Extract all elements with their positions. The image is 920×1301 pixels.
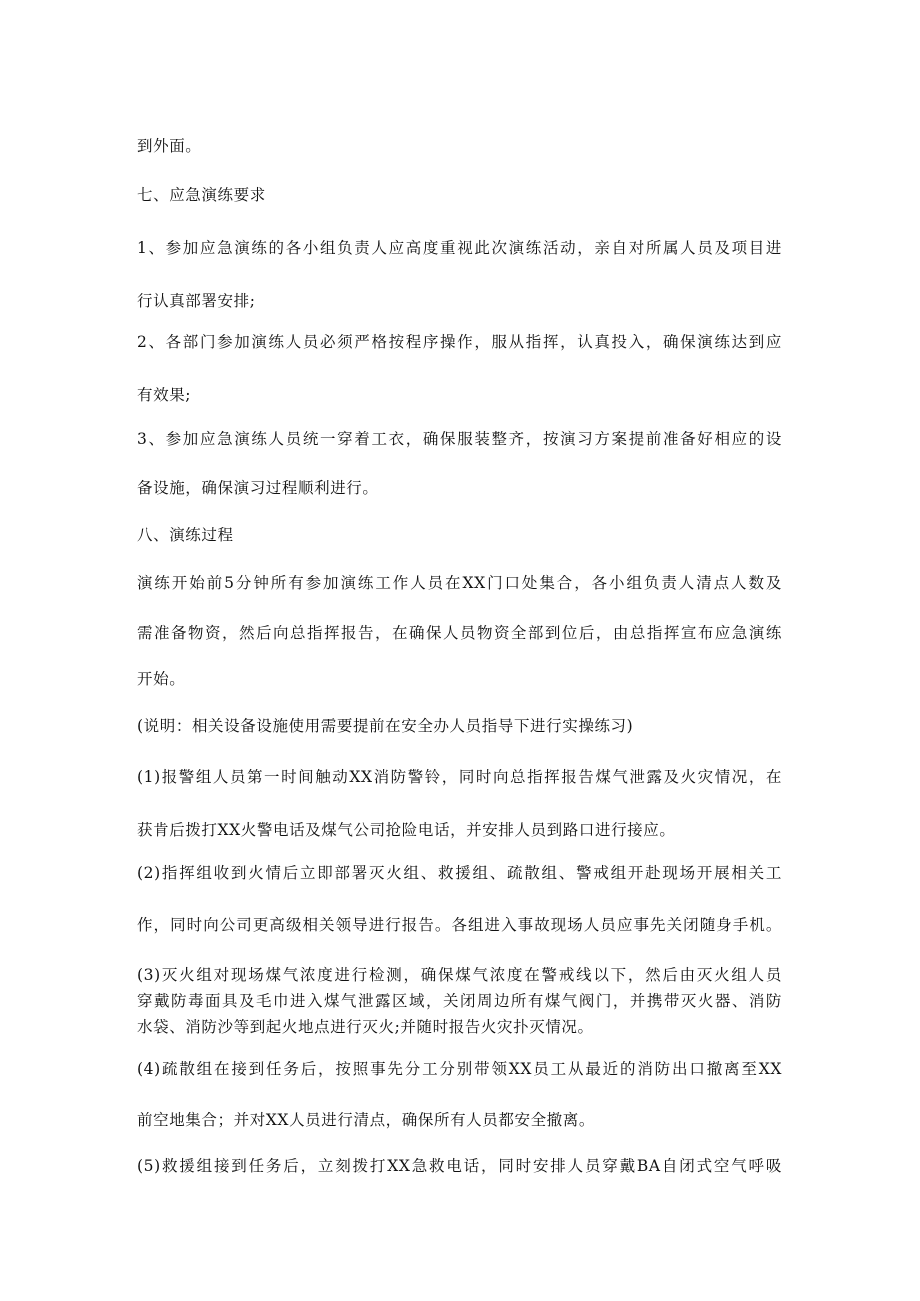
text-line: 备设施，确保演习过程顺利进行。 bbox=[137, 479, 379, 497]
text-line: (5)救援组接到任务后，立刻拨打XX急救电话，同时安排人员穿戴BA自闭式空气呼吸 bbox=[137, 1157, 782, 1175]
text-line: 2、各部门参加演练人员必须严格按程序操作，服从指挥，认真投入，确保演练达到应 bbox=[137, 333, 782, 351]
text-line: (说明：相关设备设施使用需要提前在安全办人员指导下进行实操练习) bbox=[137, 717, 634, 735]
text-line: (2)指挥组收到火情后立即部署灭火组、救援组、疏散组、警戒组开赴现场开展相关工 bbox=[137, 864, 782, 882]
text-line: (1)报警组人员第一时间触动XX消防警铃，同时向总指挥报告煤气泄露及火灾情况，在 bbox=[137, 768, 782, 786]
text-line: 获肯后拨打XX火警电话及煤气公司抢险电话，并安排人员到路口进行接应。 bbox=[137, 821, 676, 839]
text-line: 到外面。 bbox=[137, 137, 202, 155]
text-line: 需准备物资，然后向总指挥报告，在确保人员物资全部到位后，由总指挥宣布应急演练 bbox=[137, 624, 782, 642]
text-line: 作，同时向公司更高级相关领导进行报告。各组进入事故现场人员应事先关闭随身手机。 bbox=[137, 916, 782, 934]
section-heading: 七、应急演练要求 bbox=[137, 186, 266, 204]
text-line: 有效果; bbox=[137, 386, 192, 404]
text-line: 3、参加应急演练人员统一穿着工衣，确保服装整齐，按演习方案提前准备好相应的设 bbox=[137, 430, 782, 448]
text-line: (4)疏散组在接到任务后，按照事先分工分别带领XX员工从最近的消防出口撤离至XX bbox=[137, 1060, 782, 1078]
text-line: 水袋、消防沙等到起火地点进行灭火;并随时报告火灾扑灭情况。 bbox=[137, 1018, 594, 1036]
text-line: 开始。 bbox=[137, 670, 186, 688]
text-line: (3)灭火组对现场煤气浓度进行检测，确保煤气浓度在警戒线以下，然后由灭火组人员 bbox=[137, 966, 782, 984]
section-heading: 八、演练过程 bbox=[137, 526, 234, 544]
text-line: 演练开始前5分钟所有参加演练工作人员在XX门口处集合，各小组负责人清点人数及 bbox=[137, 574, 782, 592]
text-line: 前空地集合；并对XX人员进行清点，确保所有人员都安全撤离。 bbox=[137, 1111, 595, 1129]
text-line: 穿戴防毒面具及毛巾进入煤气泄露区域，关闭周边所有煤气阀门，并携带灭火器、消防 bbox=[137, 992, 782, 1010]
text-line: 1、参加应急演练的各小组负责人应高度重视此次演练活动，亲自对所属人员及项目进 bbox=[137, 239, 782, 257]
text-line: 行认真部署安排; bbox=[137, 292, 256, 310]
